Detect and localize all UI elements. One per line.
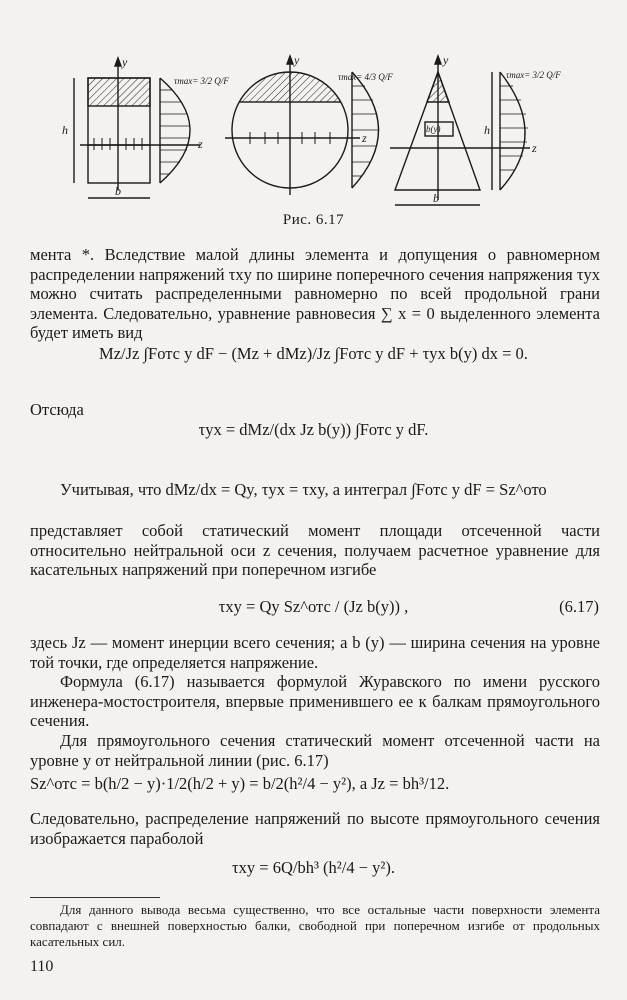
fig-label-z3: z	[532, 141, 537, 155]
equation-4: Sz^отс = b(h/2 − y)·1/2(h/2 + y) = b/2(h²/4 − y²), а Jz = bh³/12.	[30, 774, 450, 793]
footnote-divider	[30, 897, 160, 898]
equation-number-6-17: (6.17)	[559, 597, 599, 616]
paragraph-3: здесь Jz — момент инерции всего сечения; а b (y) — ширина сечения на уровне той точки, где определяется напряжение.	[30, 633, 600, 672]
text-uchityvaya: Учитывая, что dMz/dx = Qy, τyx = τxy, а интеграл ∫Fотс y dF = Sz^ото	[60, 480, 547, 499]
fig-label-y2: y	[294, 53, 300, 67]
equation-2: τyx = dMz/(dx Jz b(y)) ∫Fотс y dF.	[198, 420, 429, 439]
paragraph-2: представляет собой статический момент площади отсеченной части относительно нейтральной оси z сечения, получаем расчетное уравнение для касательных напряжений при поперечном изгибе	[30, 521, 600, 579]
fig-label-y3: y	[443, 53, 449, 67]
fig-label-b1: b	[115, 184, 121, 198]
fig-label-tau3: τmax= 3/2 Q/F	[506, 70, 561, 80]
fig-label-h1: h	[62, 123, 68, 137]
fig-label-y1: y	[122, 55, 128, 69]
fig-label-tau2: τmax= 4/3 Q/F	[338, 72, 393, 82]
paragraph-4: Формула (6.17) называется формулой Журавского по имени русского инженера-мостостроителя, впервые применившего ее к балкам прямоугольного сечения.	[30, 672, 600, 730]
paragraph-6: Следовательно, распределение напряжений по высоте прямоугольного сечения изображается параболой	[30, 809, 600, 848]
paragraph-5: Для прямоугольного сечения статический момент отсеченной части на уровне y от нейтральной линии (рис. 6.17)	[30, 731, 600, 770]
fig-label-tau1: τmax= 3/2 Q/F	[174, 76, 229, 86]
figure-caption: Рис. 6.17	[282, 212, 345, 228]
equation-5: τxy = 6Q/bh³ (h²/4 − y²).	[232, 858, 395, 877]
footnote: Для данного вывода весьма существенно, что все остальные части поверхности элемента совпадают с внешней поверхностью балки, свободной при поперечном изгибе от продольных касательных сил.	[30, 902, 600, 949]
fig-label-z1: z	[198, 137, 203, 151]
figure-6-17	[60, 50, 580, 210]
fig-label-by: b(y)	[426, 124, 441, 134]
fig-label-b3: b	[433, 191, 439, 205]
equation-3: τxy = Qy Sz^отс / (Jz b(y)) ,	[218, 597, 409, 616]
paragraph-1: мента *. Вследствие малой длины элемента и допущения о равномерном распределении напряжений τxy по ширине поперечного сечения напряжения τyx можно считать распределенными равномерно по всей продольной грани элемента. Следовательно, уравнение равновесия ∑ x = 0 выделенного элемента будет иметь вид	[30, 245, 600, 342]
fig-label-z2: z	[362, 131, 367, 145]
text-otsyuda: Отсюда	[30, 400, 84, 419]
fig-label-h3: h	[484, 123, 490, 137]
equation-1: Mz/Jz ∫Fотс y dF − (Mz + dMz)/Jz ∫Fотс y dF + τyx b(y) dx = 0.	[99, 344, 528, 363]
page-number: 110	[30, 958, 54, 975]
